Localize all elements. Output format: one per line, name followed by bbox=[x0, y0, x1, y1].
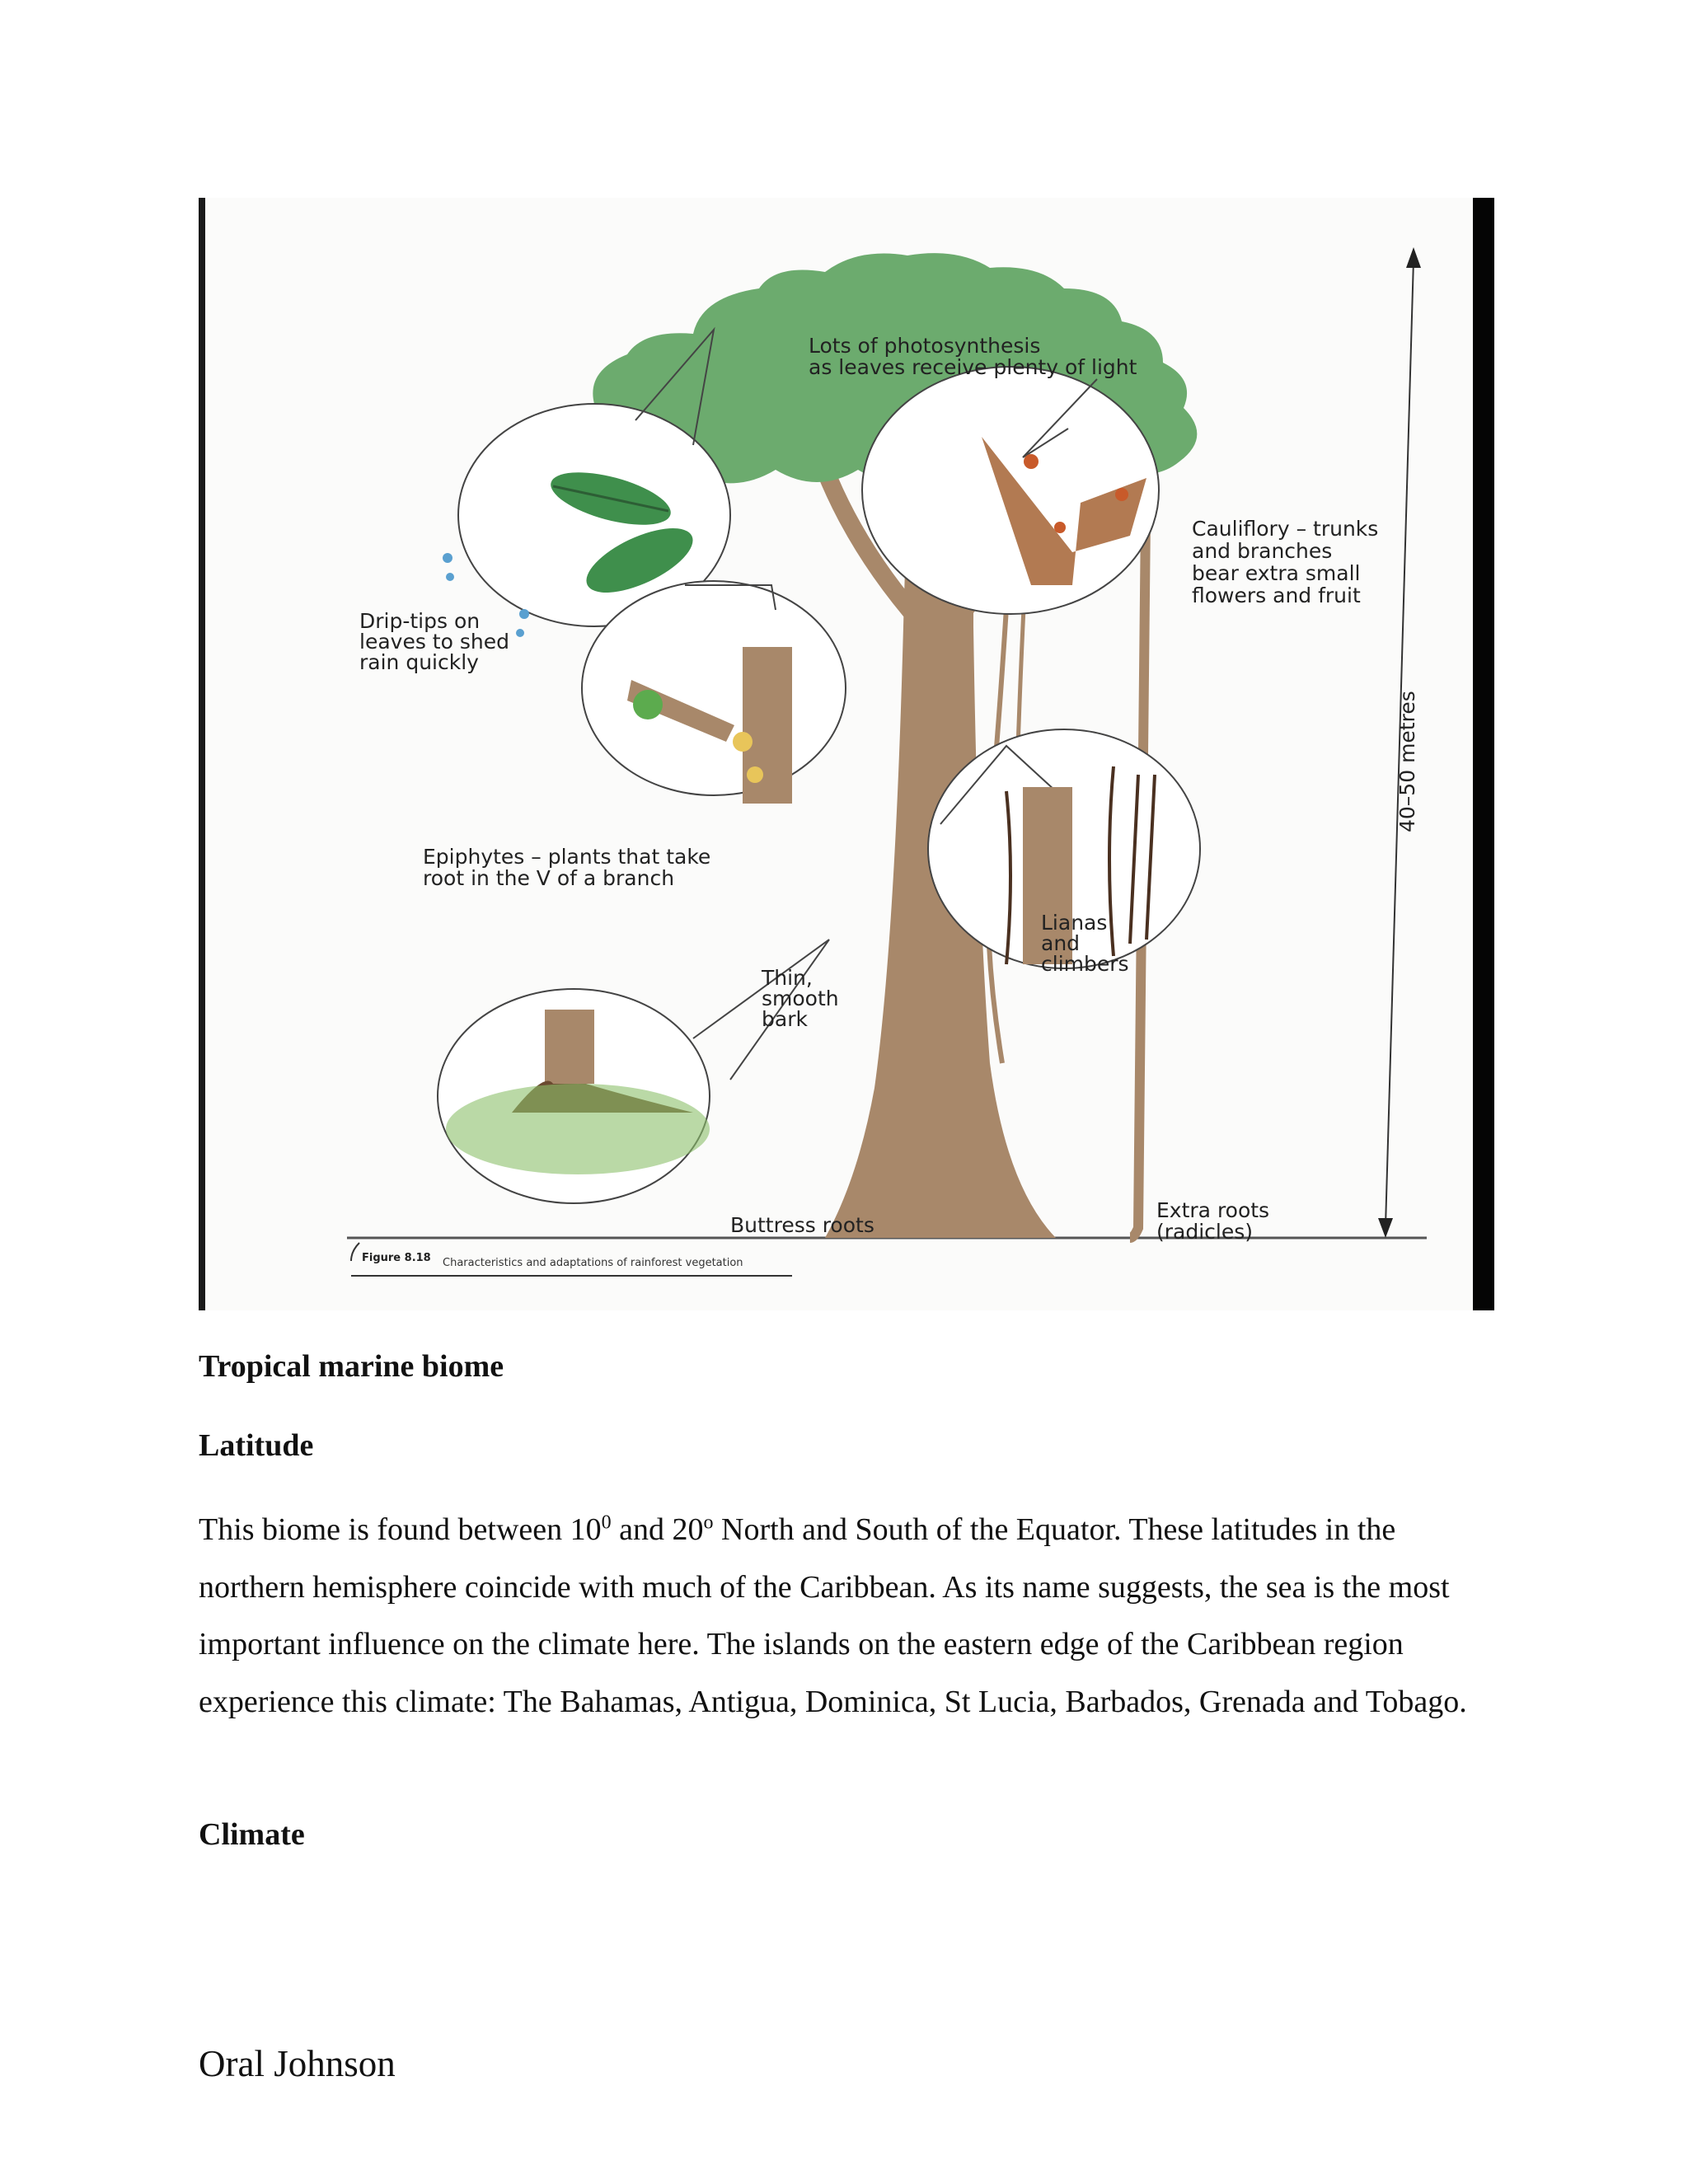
latitude-paragraph: This biome is found between $10^0$ and 20$^o$ North and South of the Equator. These latitudes in the northern hemisphere coincide with much of the Caribbean. As its name suggests, the sea is the most important influence on the climate here. The islands on the eastern edge of the Caribbean region experience this climate: The Bahamas, Antigua, Dominica, St Lucia, Barbados, Grenada and Tobago. bbox=[199, 1511, 1467, 1719]
section-title: Tropical marine biome bbox=[199, 1349, 504, 1384]
climate-heading: Climate bbox=[199, 1817, 305, 1852]
latitude-heading: Latitude bbox=[199, 1428, 314, 1463]
label-buttress-roots: Buttress roots bbox=[730, 1213, 874, 1237]
epiphyte-callout bbox=[582, 581, 846, 795]
figure-caption-text: Characteristics and adaptations of rainforest vegetation bbox=[443, 1257, 743, 1269]
figure-caption-number: Figure 8.18 bbox=[362, 1252, 431, 1264]
label-extra-roots: Extra roots (radicles) bbox=[1156, 1198, 1270, 1244]
author-name: Oral Johnson bbox=[199, 2043, 396, 2084]
left-edge-shadow bbox=[199, 198, 205, 1310]
label-photosynthesis: Lots of photosynthesis as leaves receive plenty of light bbox=[809, 334, 1137, 379]
label-drip-tips: Drip-tips on leaves to shed rain quickly bbox=[359, 609, 509, 674]
label-lianas: Lianas and climbers bbox=[1041, 911, 1129, 976]
label-cauliflory: Cauliflory – trunks and branches bear extra small flowers and fruit bbox=[1192, 517, 1379, 607]
buttress-trunk bbox=[545, 1010, 594, 1084]
label-height: 40–50 metres bbox=[1395, 691, 1419, 832]
rainforest-figure bbox=[199, 198, 1494, 1310]
label-epiphytes: Epiphytes – plants that take root in the V of a branch bbox=[423, 845, 711, 890]
label-bark: Thin, smooth bark bbox=[762, 966, 839, 1031]
